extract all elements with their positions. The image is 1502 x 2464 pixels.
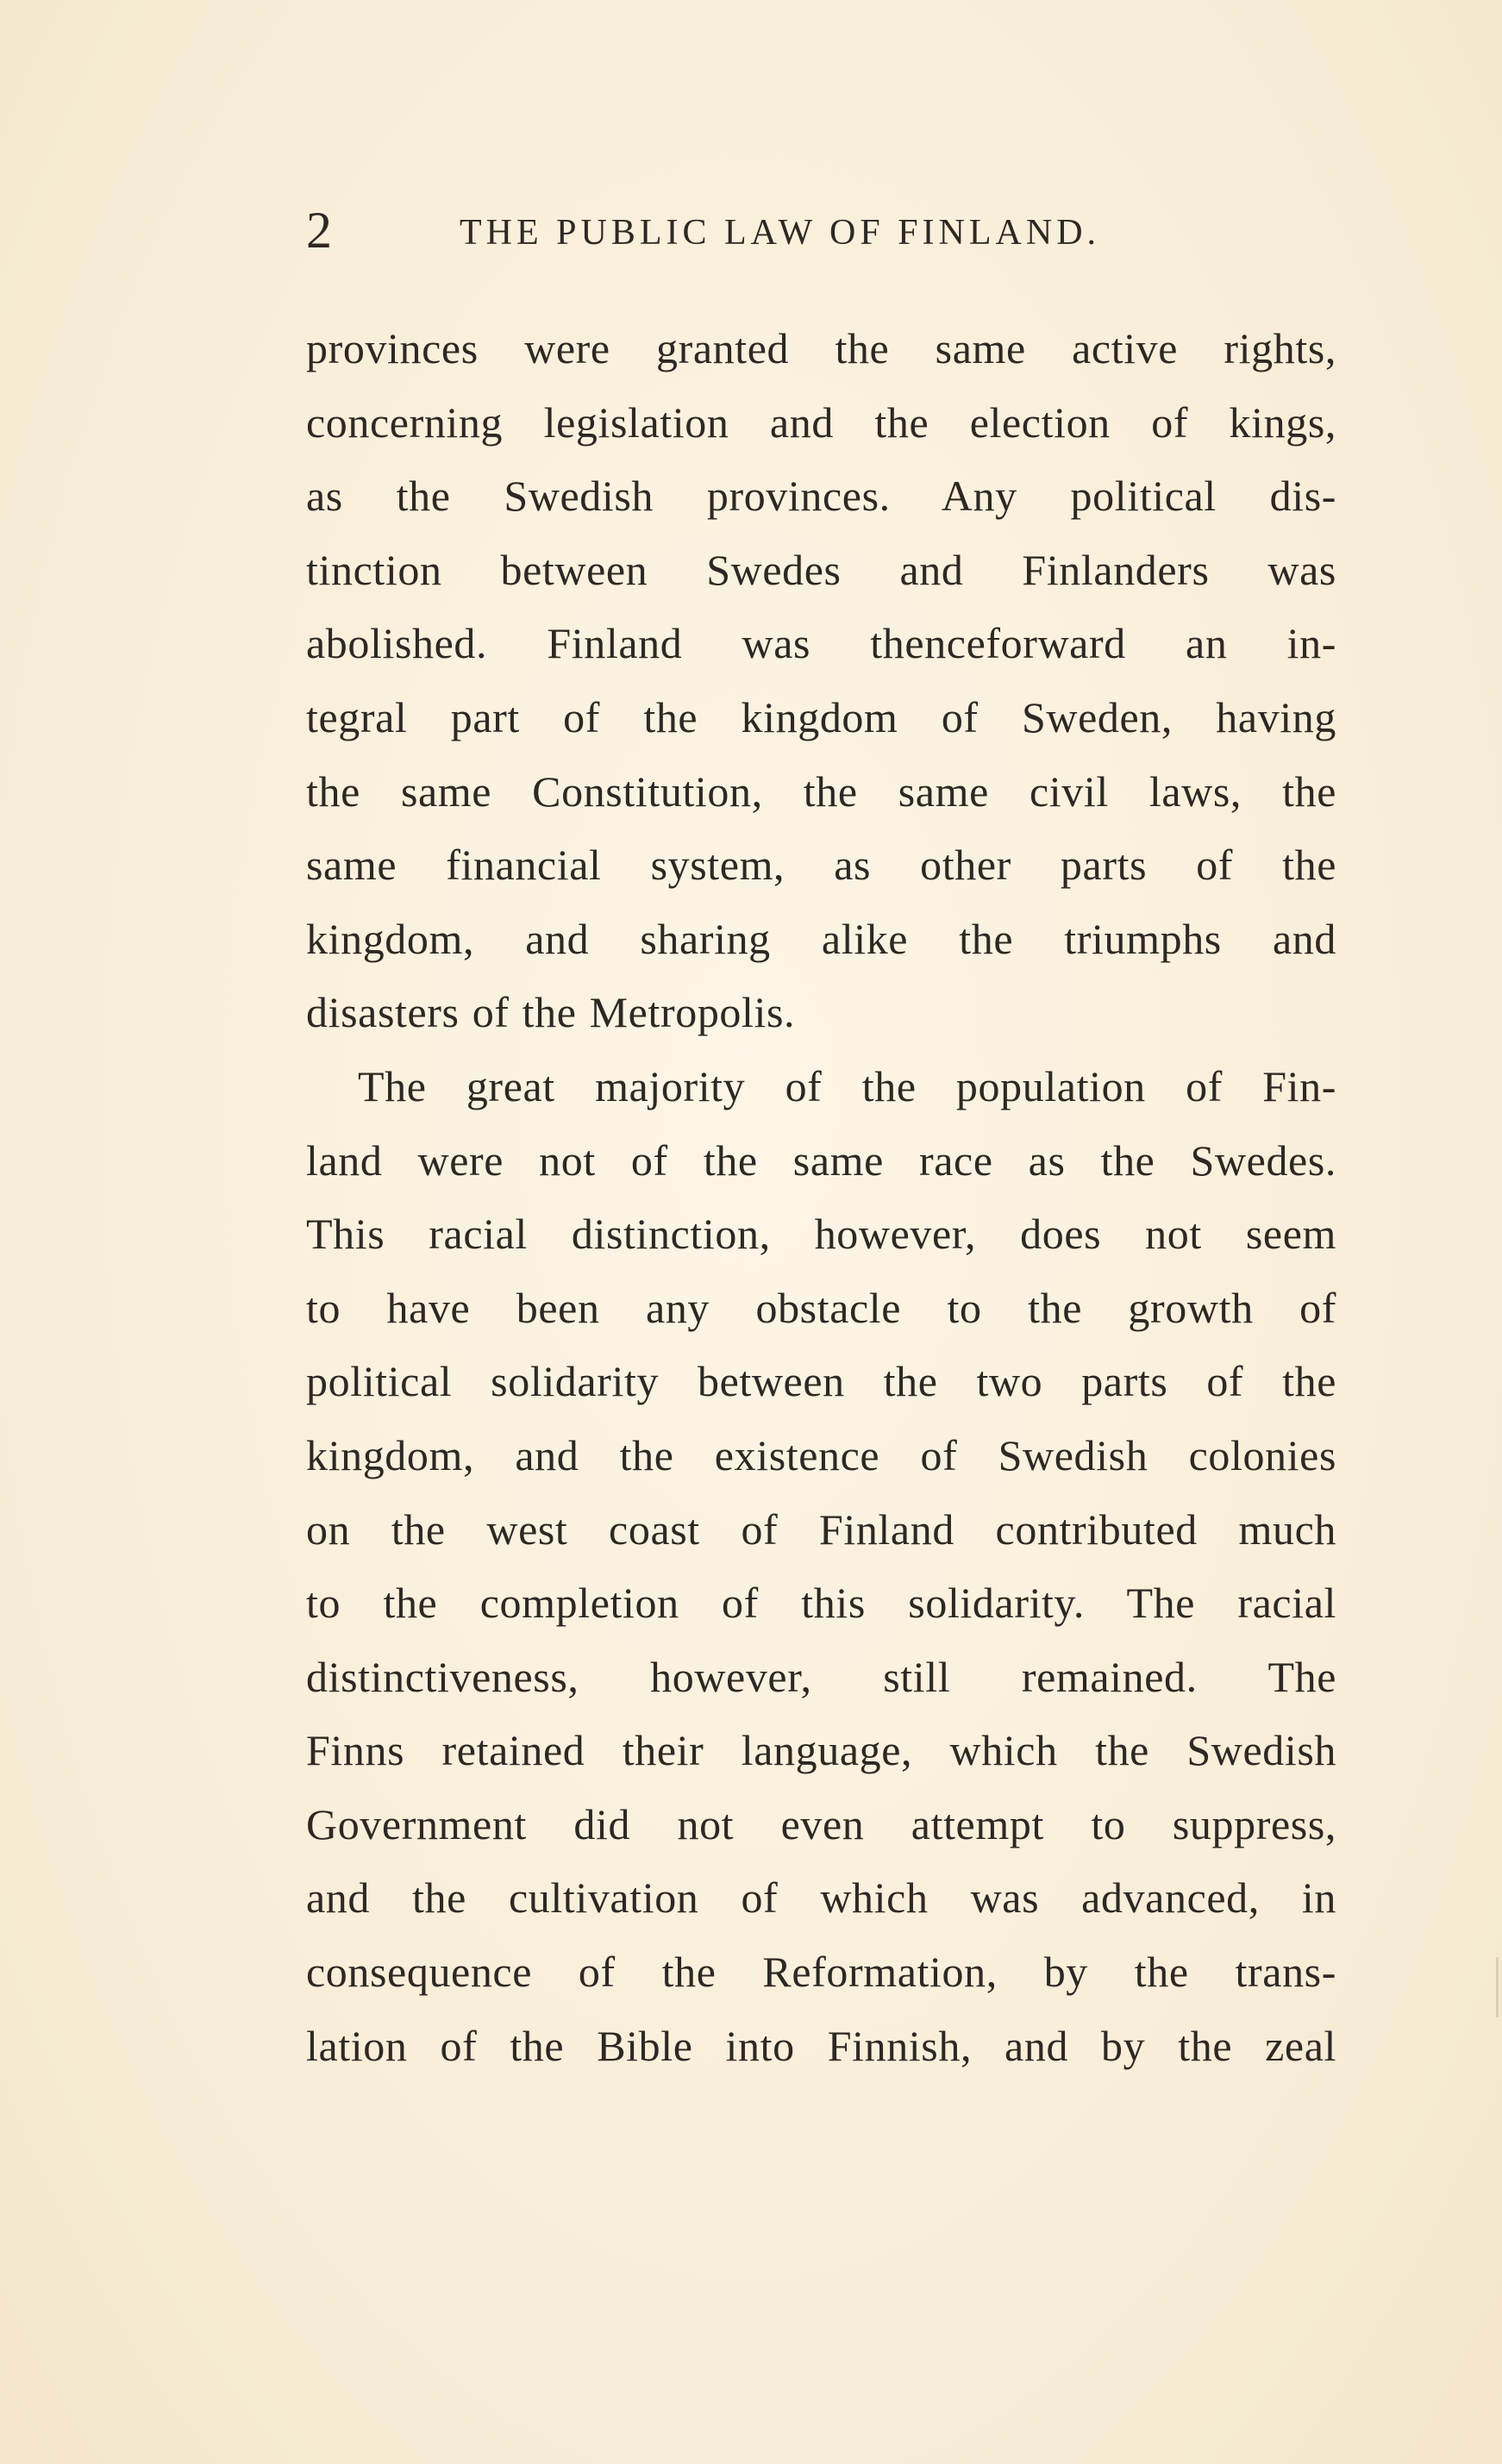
text-line: consequence of the Reformation, by the trans- [306, 1948, 1336, 1997]
text-line: Government did not even attempt to suppress, [306, 1799, 1336, 1848]
page-edge-mark [1496, 1957, 1499, 2017]
text-line: kingdom, and the existence of Swedish colonies [306, 1430, 1336, 1479]
text-line: land were not of the same race as the Swedes. [306, 1135, 1336, 1185]
text-line: lation of the Bible into Finnish, and by the zeal [306, 2021, 1336, 2070]
text-line: abolished. Finland was thenceforward an in- [306, 619, 1336, 668]
paragraph-start-line: The great majority of the population of Fin- [358, 1061, 1336, 1110]
text-line: concerning legislation and the election of kings, [306, 397, 1336, 447]
text-line: to the completion of this solidarity. The racial [306, 1579, 1336, 1628]
text-line: tegral part of the kingdom of Sweden, having [306, 692, 1336, 741]
text-line: political solidarity between the two parts of the [306, 1357, 1336, 1406]
text-line: kingdom, and sharing alike the triumphs and [306, 914, 1336, 963]
text-line: the same Constitution, the same civil laws, the [306, 766, 1336, 816]
text-line: provinces were granted the same active rights, [306, 324, 1336, 372]
running-title: THE PUBLIC LAW OF FINLAND. [460, 213, 1101, 253]
text-line: Finns retained their language, which the Swedish [306, 1726, 1336, 1775]
text-line: distinctiveness, however, still remained. The [306, 1652, 1336, 1701]
page-number: 2 [306, 202, 333, 259]
text-line: same financial system, as other parts of the [306, 841, 1336, 890]
running-head [306, 200, 1189, 260]
text-line: on the west coast of Finland contributed much [306, 1504, 1336, 1554]
text-line: as the Swedish provinces. Any political dis- [306, 472, 1336, 521]
body-text [306, 312, 1336, 2083]
text-line: tinction between Swedes and Finlanders was [306, 545, 1336, 594]
text-line: This racial distinction, however, does not seem [306, 1210, 1336, 1259]
paragraph-end-line: disasters of the Metropolis. [306, 988, 796, 1037]
text-line: and the cultivation of which was advanced, in [306, 1873, 1336, 1923]
text-line: to have been any obstacle to the growth of [306, 1283, 1336, 1332]
